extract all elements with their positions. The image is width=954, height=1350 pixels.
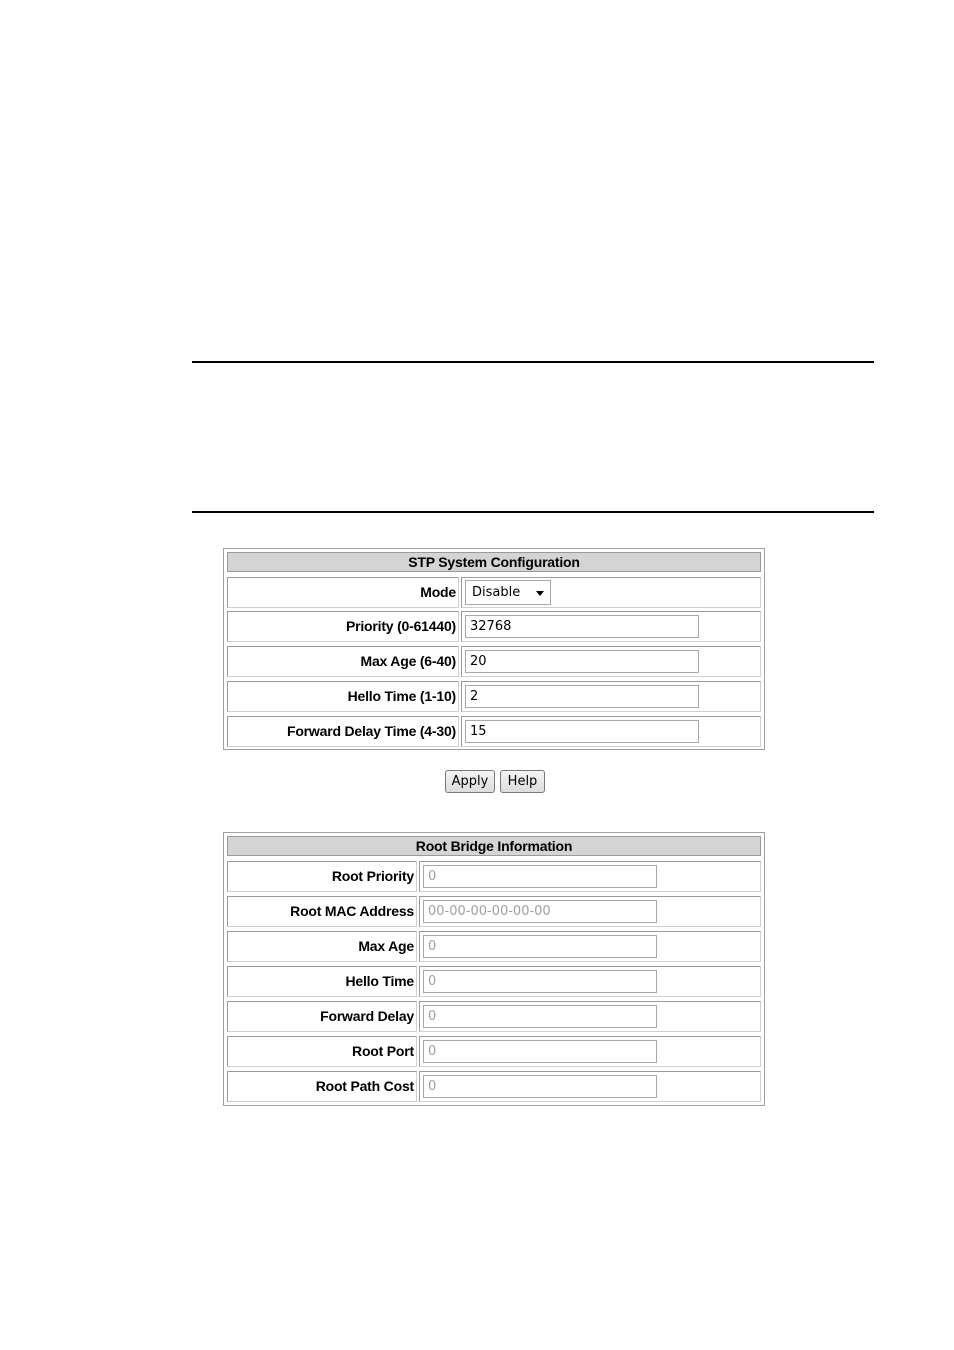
stp-row-max-age <box>227 646 761 679</box>
root-row-forward-delay <box>227 1001 761 1034</box>
root-hello-time-label: Hello Time <box>227 966 417 997</box>
forward-delay-input[interactable]: 15 <box>465 720 699 743</box>
mode-select-value: Disable <box>472 585 521 600</box>
root-row-path-cost <box>227 1071 761 1104</box>
root-mac-cell <box>419 896 761 927</box>
mode-cell <box>461 577 761 608</box>
priority-input[interactable]: 32768 <box>465 615 699 638</box>
root-max-age-cell <box>419 931 761 962</box>
hello-time-cell <box>461 681 761 712</box>
root-panel-title: Root Bridge Information <box>227 836 761 856</box>
root-row-hello-time <box>227 966 761 999</box>
root-hello-time-input: 0 <box>423 970 657 993</box>
root-forward-delay-cell <box>419 1001 761 1032</box>
root-port-label: Root Port <box>227 1036 417 1067</box>
root-mac-label: Root MAC Address <box>227 896 417 927</box>
horizontal-rule-top <box>192 361 874 363</box>
stp-row-hello-time <box>227 681 761 714</box>
mode-label: Mode <box>227 577 459 608</box>
max-age-label: Max Age (6-40) <box>227 646 459 677</box>
stp-row-forward-delay <box>227 716 761 749</box>
root-row-priority <box>227 861 761 894</box>
root-row-max-age <box>227 931 761 964</box>
stp-row-priority <box>227 611 761 644</box>
chevron-down-icon <box>536 591 544 596</box>
root-port-cell <box>419 1036 761 1067</box>
mode-select[interactable] <box>465 580 551 605</box>
horizontal-rule-bottom <box>192 511 874 513</box>
root-bridge-information-panel <box>223 832 765 1106</box>
root-priority-cell <box>419 861 761 892</box>
root-row-port <box>227 1036 761 1069</box>
root-path-cost-label: Root Path Cost <box>227 1071 417 1102</box>
root-row-mac <box>227 896 761 929</box>
priority-cell <box>461 611 761 642</box>
stp-panel-title: STP System Configuration <box>227 552 761 572</box>
stp-row-mode <box>227 577 761 610</box>
stp-system-configuration-panel <box>223 548 765 750</box>
hello-time-input[interactable]: 2 <box>465 685 699 708</box>
root-max-age-label: Max Age <box>227 931 417 962</box>
help-button[interactable]: Help <box>500 770 545 793</box>
priority-label: Priority (0-61440) <box>227 611 459 642</box>
max-age-cell <box>461 646 761 677</box>
forward-delay-label: Forward Delay Time (4-30) <box>227 716 459 747</box>
root-mac-input: 00-00-00-00-00-00 <box>423 900 657 923</box>
root-priority-input: 0 <box>423 865 657 888</box>
root-priority-label: Root Priority <box>227 861 417 892</box>
root-forward-delay-label: Forward Delay <box>227 1001 417 1032</box>
forward-delay-cell <box>461 716 761 747</box>
root-path-cost-cell <box>419 1071 761 1102</box>
root-max-age-input: 0 <box>423 935 657 958</box>
apply-button[interactable]: Apply <box>445 770 495 793</box>
hello-time-label: Hello Time (1-10) <box>227 681 459 712</box>
max-age-input[interactable]: 20 <box>465 650 699 673</box>
root-hello-time-cell <box>419 966 761 997</box>
root-path-cost-input: 0 <box>423 1075 657 1098</box>
root-port-input: 0 <box>423 1040 657 1063</box>
root-forward-delay-input: 0 <box>423 1005 657 1028</box>
